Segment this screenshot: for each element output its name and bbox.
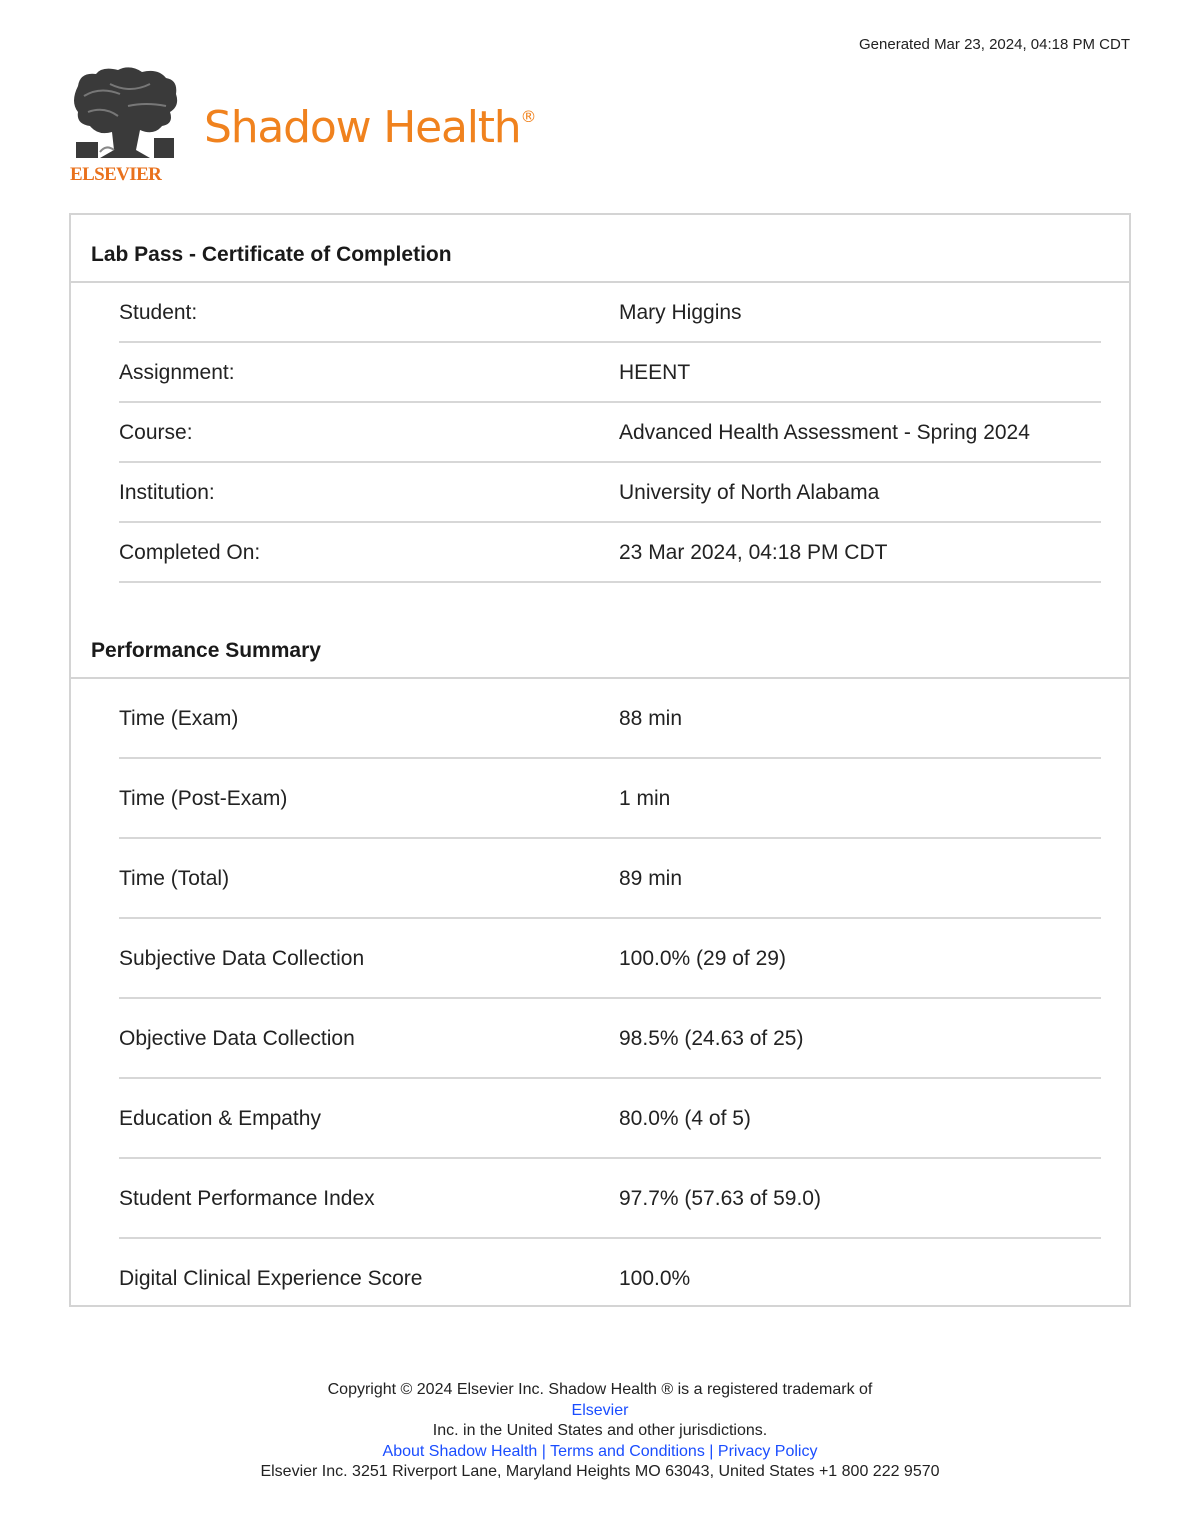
about-shadow-health-link[interactable]: About Shadow Health	[382, 1442, 538, 1460]
detail-label: Assignment:	[119, 361, 235, 384]
generated-timestamp: Generated Mar 23, 2024, 04:18 PM CDT	[859, 36, 1130, 53]
elsevier-link[interactable]: Elsevier	[571, 1401, 629, 1419]
wordmark-text: Shadow Health	[204, 102, 521, 153]
metric-label: Subjective Data Collection	[119, 947, 365, 970]
metric-label: Time (Exam)	[119, 707, 239, 730]
link-separator: |	[709, 1442, 714, 1460]
metric-value: 100.0% (29 of 29)	[619, 947, 786, 970]
metric-value: 98.5% (24.63 of 25)	[619, 1027, 804, 1050]
terms-and-conditions-link[interactable]: Terms and Conditions	[550, 1442, 705, 1460]
link-separator: |	[541, 1442, 546, 1460]
metric-label: Student Performance Index	[119, 1187, 375, 1210]
detail-row-assignment	[119, 343, 1101, 403]
metric-row-objective-data	[119, 999, 1101, 1079]
performance-summary	[71, 679, 1129, 1317]
detail-label: Completed On:	[119, 541, 261, 564]
certificate-details	[71, 283, 1129, 583]
detail-value: University of North Alabama	[619, 481, 880, 504]
detail-label: Institution:	[119, 481, 215, 504]
metric-value: 80.0% (4 of 5)	[619, 1107, 751, 1130]
metric-label: Time (Total)	[119, 867, 230, 890]
metric-label: Objective Data Collection	[119, 1027, 355, 1050]
detail-row-student	[119, 283, 1101, 343]
registered-mark: ®	[520, 107, 536, 127]
metric-label: Education & Empathy	[119, 1107, 321, 1130]
detail-value: 23 Mar 2024, 04:18 PM CDT	[619, 541, 888, 564]
detail-value: Mary Higgins	[619, 301, 742, 324]
detail-row-completed-on	[119, 523, 1101, 583]
certificate-card	[69, 213, 1131, 1307]
address-text: Elsevier Inc. 3251 Riverport Lane, Maryland Heights MO 63043, United States +1 800 222 9570	[260, 1463, 940, 1480]
detail-label: Student:	[119, 301, 198, 324]
metric-row-time-total	[119, 839, 1101, 919]
metric-row-time-exam	[119, 679, 1101, 759]
performance-summary-title: Performance Summary	[91, 639, 321, 662]
shadow-health-wordmark	[204, 102, 535, 153]
certificate-title: Lab Pass - Certificate of Completion	[91, 243, 452, 266]
metric-label: Digital Clinical Experience Score	[119, 1267, 423, 1290]
metric-row-dce-score	[119, 1239, 1101, 1317]
metric-row-time-post-exam	[119, 759, 1101, 839]
copyright-text: Copyright © 2024 Elsevier Inc. Shadow Health ® is a registered trademark of	[327, 1381, 873, 1398]
brand-header	[70, 66, 540, 190]
elsevier-tree-logo-icon	[70, 66, 180, 166]
metric-value: 97.7% (57.63 of 59.0)	[619, 1187, 821, 1210]
metric-row-education-empathy	[119, 1079, 1101, 1159]
detail-value: Advanced Health Assessment - Spring 2024	[619, 421, 1030, 444]
footer-links	[0, 1442, 1200, 1463]
detail-label: Course:	[119, 421, 193, 444]
privacy-policy-link[interactable]: Privacy Policy	[717, 1442, 818, 1460]
detail-row-institution	[119, 463, 1101, 523]
elsevier-logo-text: ELSEVIER	[70, 164, 162, 185]
jurisdictions-text: Inc. in the United States and other jurisdictions.	[432, 1422, 768, 1439]
metric-value: 100.0%	[619, 1267, 691, 1290]
metric-value: 89 min	[619, 867, 683, 890]
metric-row-performance-index	[119, 1159, 1101, 1239]
metric-label: Time (Post-Exam)	[119, 787, 288, 810]
metric-value: 88 min	[619, 707, 683, 730]
detail-row-course	[119, 403, 1101, 463]
detail-value: HEENT	[619, 361, 691, 384]
metric-row-subjective-data	[119, 919, 1101, 999]
metric-value: 1 min	[619, 787, 671, 810]
page-footer	[0, 1380, 1200, 1483]
